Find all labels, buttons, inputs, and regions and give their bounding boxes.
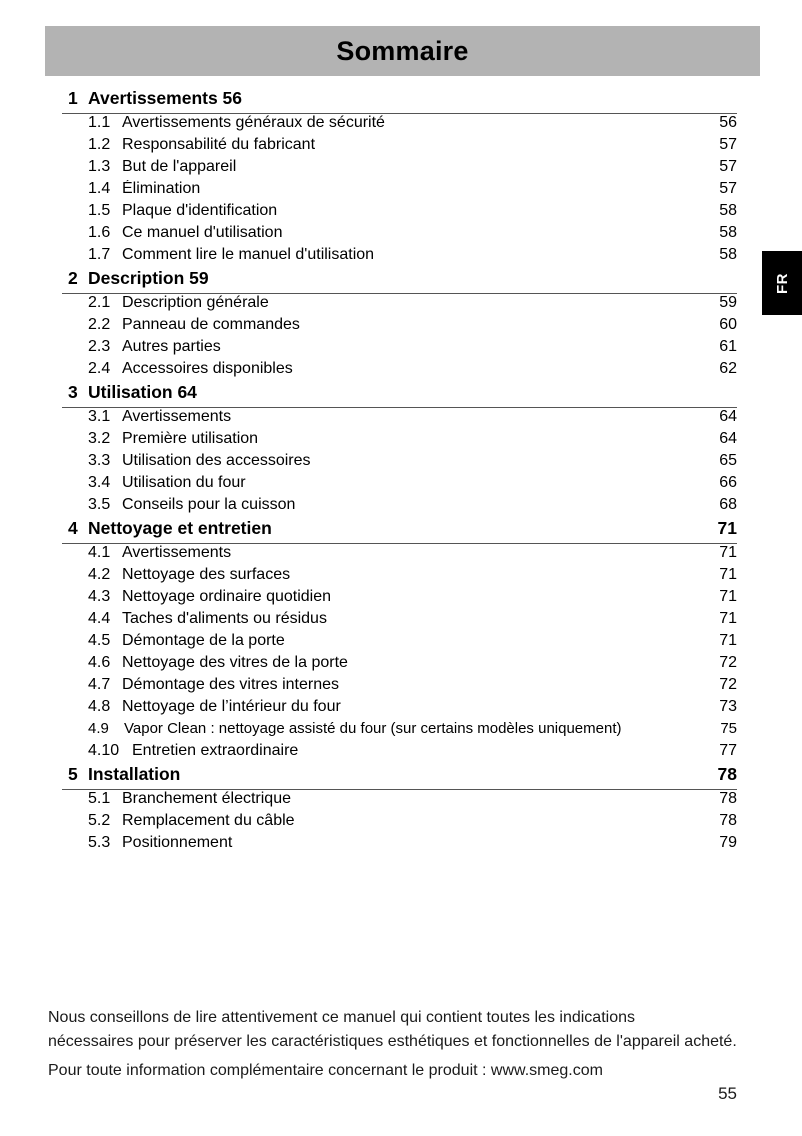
toc-entry-number: 4.2 [88,566,111,583]
toc-entry[interactable] [0,654,802,676]
toc-entry[interactable] [0,430,802,452]
toc-entry-page: 58 [719,246,737,263]
page-title: Sommaire [336,35,469,66]
toc-entry[interactable] [0,544,802,566]
toc-entry[interactable] [0,698,802,720]
toc-entry-title: Nettoyage ordinaire quotidien [122,588,332,605]
toc-entry-page: 58 [719,202,737,219]
toc-entry-title: Avertissements [122,544,232,561]
toc-entry[interactable] [0,720,802,742]
toc-entry[interactable] [0,360,802,382]
toc-entry-title: Démontage des vitres internes [122,676,339,693]
toc-entry-number: 3.4 [88,474,111,491]
table-of-contents [0,88,802,856]
toc-entry-number: 1.3 [88,158,111,175]
toc-entry-page: 78 [719,812,737,829]
toc-entry-number: 3.1 [88,408,111,425]
toc-entry[interactable] [0,742,802,764]
toc-entry-title: Entretien extraordinaire [132,742,299,759]
toc-entry-title: Responsabilité du fabricant [122,136,316,153]
toc-entry-number: 1.1 [88,114,111,131]
toc-entry-title: Utilisation des accessoires [122,452,311,469]
toc-entry-page: 71 [719,610,737,627]
toc-entry-title: Accessoires disponibles [122,360,293,377]
toc-entry-number: 4.10 [88,742,120,759]
toc-entry-page: 72 [719,654,737,671]
toc-entry-title: Nettoyage de l’intérieur du four [122,698,341,715]
toc-entry-page: 78 [719,790,737,807]
toc-entry-page: 68 [719,496,737,513]
toc-entry-page: 79 [719,834,737,851]
footer-note-line-1: Nous conseillons de lire attentivement ce manuel qui contient toutes les indications [48,1009,635,1026]
page-title-bar [45,26,760,76]
toc-entry-number: 3.2 [88,430,111,447]
toc-entry-number: 5.1 [88,790,111,807]
toc-entry-title: Branchement électrique [122,790,291,807]
toc-entry-number: 4.8 [88,698,111,715]
toc-entry-title: Élimination [122,180,201,197]
toc-entry-number: 2.3 [88,338,111,355]
toc-section-title: Description 59 [88,268,209,288]
toc-entry-title: Vapor Clean : nettoyage assisté du four (sur certains modèles uniquement) [124,720,622,737]
footer-note-line-3: Pour toute information complémentaire concernant le produit : www.smeg.com [48,1062,603,1079]
toc-entry-title: Comment lire le manuel d'utilisation [122,246,375,263]
toc-entry-page: 66 [719,474,737,491]
toc-entry-title: Avertissements généraux de sécurité [122,114,385,131]
toc-section-title: Utilisation 64 [88,382,197,402]
toc-entry-number: 4.5 [88,632,111,649]
toc-section-number: 3 [68,382,78,402]
toc-entry-title: Utilisation du four [122,474,246,491]
toc-entry-number: 4.3 [88,588,111,605]
toc-entry[interactable] [0,588,802,610]
toc-entry[interactable] [0,246,802,268]
toc-entry-number: 3.3 [88,452,111,469]
toc-section [0,268,802,382]
toc-section-number: 1 [68,88,78,108]
toc-entry-number: 4.1 [88,544,111,561]
toc-entry-title: Description générale [122,294,269,311]
toc-entry-page: 64 [719,430,737,447]
toc-entry-number: 4.7 [88,676,111,693]
language-tab-label: FR [773,272,791,294]
toc-entry[interactable] [0,676,802,698]
page-number: 55 [718,1084,737,1103]
toc-entry-title: Remplacement du câble [122,812,295,829]
toc-entry[interactable] [0,158,802,180]
toc-section-heading[interactable] [0,88,802,113]
toc-entry-title: Positionnement [122,834,233,851]
toc-section-page: 78 [717,764,737,784]
toc-entry[interactable] [0,408,802,430]
toc-entry[interactable] [0,316,802,338]
toc-entry-page: 62 [719,360,737,377]
toc-entry-page: 57 [719,158,737,175]
toc-entry[interactable] [0,452,802,474]
toc-section [0,382,802,518]
toc-entry-page: 72 [719,676,737,693]
toc-entry-page: 77 [719,742,737,759]
toc-entry-number: 2.4 [88,360,111,377]
toc-section [0,518,802,764]
toc-entry-title: Autres parties [122,338,221,355]
toc-section-title: Installation [88,764,181,784]
toc-section-number: 2 [68,268,78,288]
toc-entry-number: 1.5 [88,202,111,219]
toc-entry-title: Panneau de commandes [122,316,300,333]
toc-entry-title: But de l'appareil [122,158,237,175]
toc-entry-number: 5.3 [88,834,111,851]
toc-entry-number: 2.1 [88,294,111,311]
toc-entry[interactable] [0,114,802,136]
footer-note [48,1006,763,1083]
toc-entry-page: 71 [719,588,737,605]
toc-entry-title: Ce manuel d'utilisation [122,224,283,241]
toc-entry[interactable] [0,294,802,316]
toc-section [0,764,802,856]
toc-entry-page: 73 [719,698,737,715]
toc-entry-number: 4.4 [88,610,111,627]
toc-section-number: 4 [68,518,78,538]
toc-entry[interactable] [0,338,802,360]
toc-entry-page: 61 [719,338,737,355]
footer-note-line-2: nécessaires pour préserver les caractéristiques esthétiques et fonctionnelles de l'appareil acheté. [48,1033,737,1050]
toc-entry-page: 75 [720,720,737,737]
toc-entry-title: Avertissements [122,408,232,425]
toc-entry[interactable] [0,812,802,834]
toc-entry[interactable] [0,566,802,588]
toc-entry-number: 2.2 [88,316,111,333]
toc-entry-page: 57 [719,136,737,153]
toc-entry-page: 59 [719,294,737,311]
toc-entry-title: Nettoyage des vitres de la porte [122,654,348,671]
toc-entry[interactable] [0,180,802,202]
toc-entry-title: Nettoyage des surfaces [122,566,291,583]
toc-entry-page: 58 [719,224,737,241]
toc-entry-title: Démontage de la porte [122,632,285,649]
toc-entry-number: 1.6 [88,224,111,241]
toc-entry-number: 4.6 [88,654,111,671]
toc-entry-page: 56 [719,114,737,131]
toc-section-title: Avertissements 56 [88,88,243,108]
toc-entry-title: Première utilisation [122,430,259,447]
toc-entry-page: 71 [719,632,737,649]
toc-entry[interactable] [0,496,802,518]
toc-entry-page: 64 [719,408,737,425]
toc-entry[interactable] [0,224,802,246]
toc-entry-number: 4.9 [88,720,109,737]
toc-section-heading[interactable] [0,518,802,543]
toc-section-heading[interactable] [0,268,802,293]
toc-entry-page: 60 [719,316,737,333]
toc-entry-page: 71 [719,544,737,561]
toc-entry-title: Plaque d'identification [122,202,278,219]
toc-entry-number: 5.2 [88,812,111,829]
toc-entry[interactable] [0,834,802,856]
toc-section [0,88,802,268]
toc-entry[interactable] [0,790,802,812]
toc-entry[interactable] [0,202,802,224]
toc-entry-title: Conseils pour la cuisson [122,496,296,513]
toc-entry[interactable] [0,632,802,654]
toc-entry[interactable] [0,136,802,158]
toc-entry-title: Taches d'aliments ou résidus [122,610,327,627]
toc-entry-number: 1.2 [88,136,111,153]
toc-section-title: Nettoyage et entretien [88,518,272,538]
toc-section-heading[interactable] [0,382,802,407]
toc-entry[interactable] [0,610,802,632]
toc-section-page: 71 [717,518,737,538]
toc-entry-page: 71 [719,566,737,583]
toc-entry-number: 3.5 [88,496,111,513]
toc-section-number: 5 [68,764,78,784]
toc-entry-number: 1.4 [88,180,111,197]
toc-entry-page: 65 [719,452,737,469]
toc-entry-number: 1.7 [88,246,111,263]
toc-entry[interactable] [0,474,802,496]
toc-section-heading[interactable] [0,764,802,789]
toc-entry-page: 57 [719,180,737,197]
